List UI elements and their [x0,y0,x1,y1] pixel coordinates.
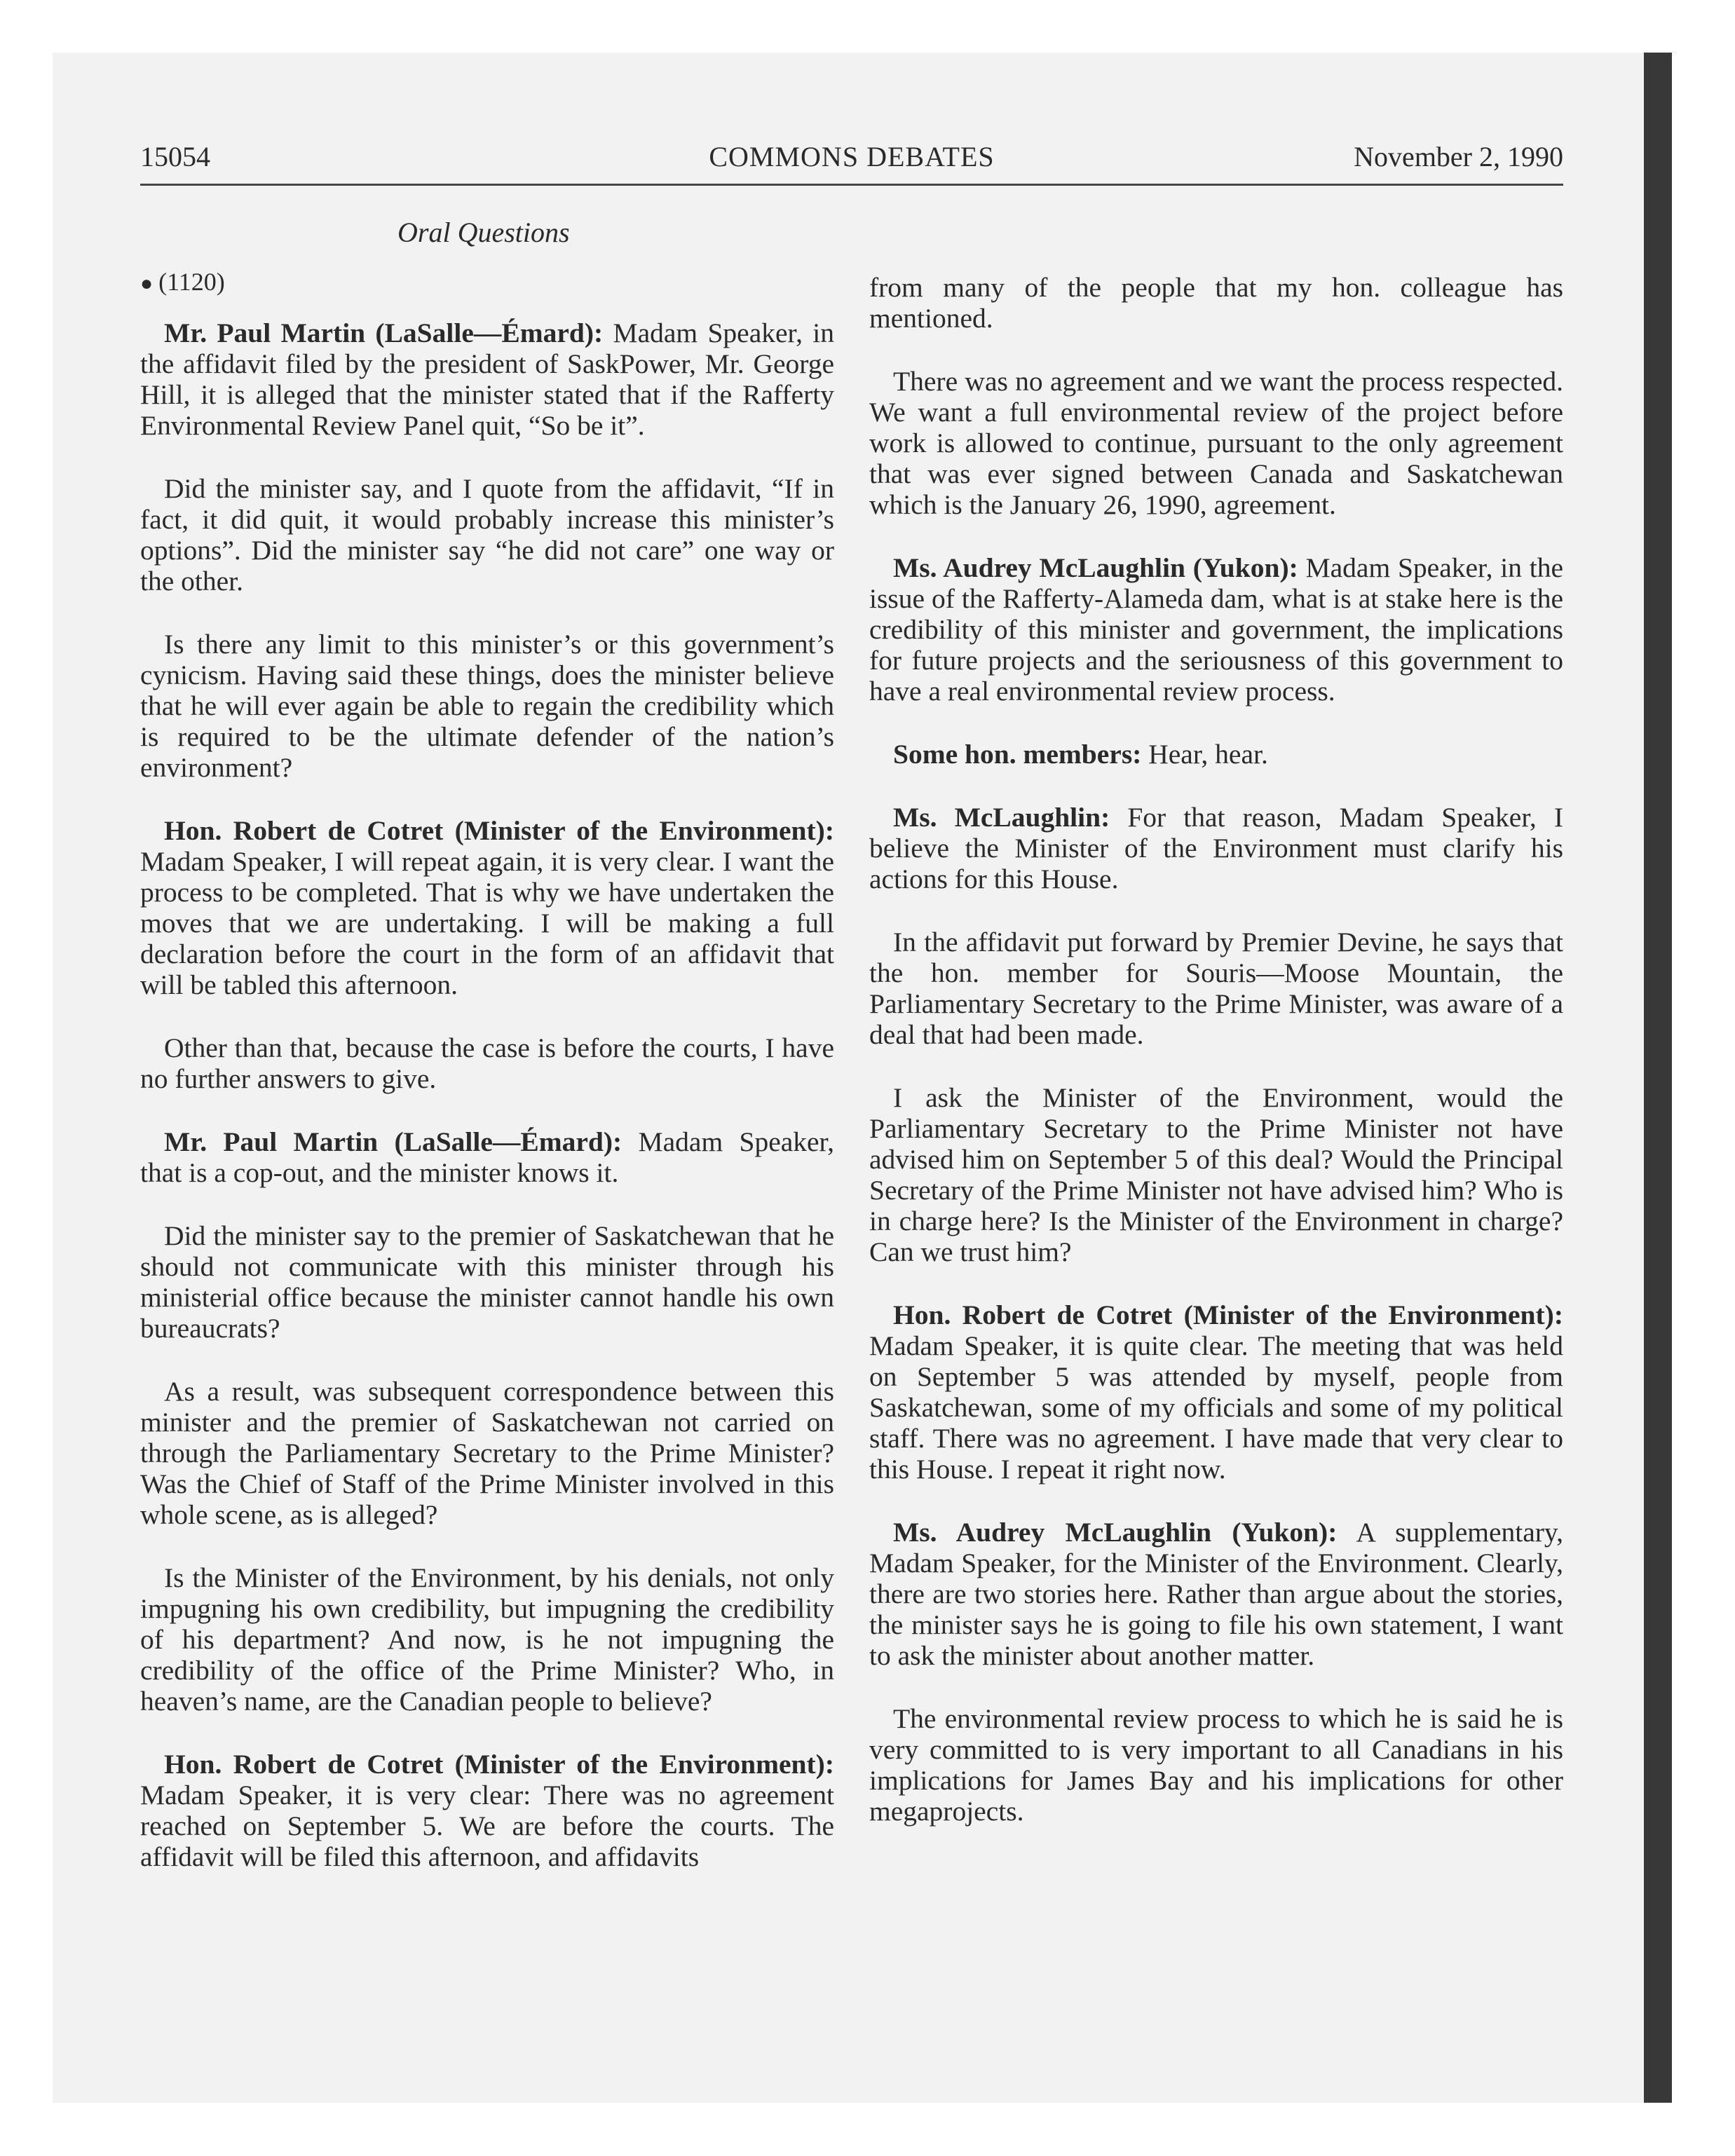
header-rule [140,184,1563,186]
section-title: Oral Questions [397,217,570,248]
paragraph [140,1376,834,1530]
paragraph-text: Is the Minister of the Environment, by his denials, not only impugning his own credibility, but impugning the credibility of his department? And now, is he not impugning the credibility of the office of the Prime Minister? Who, in heaven’s name, are the Canadian people to believe? [140,1562,834,1717]
paragraph [869,366,1563,520]
paragraph-text: Madam Speaker, I will repeat again, it is very clear. I want the process to be completed. That is why we have undertaken the moves that we are undertaking. I will be making a full declaration before the court in the form of an affidavit that will be tabled this afternoon. [140,846,834,1000]
paragraph-text: Hear, hear. [1141,739,1268,770]
speaker-name: Mr. Paul Martin (LaSalle—Émard): [164,318,604,348]
paragraph [140,1749,834,1872]
paragraph-text: A supplementary, Madam Speaker, for the Minister of the Environment. Clearly, there are two stories here. Rather than argue about the stories, the minister says he is going to file his own statement, I want to ask the minister about another matter. [869,1517,1563,1671]
timestamp: ● (1120) [140,268,225,296]
paragraph-text: Other than that, because the case is before the courts, I have no further answers to give. [140,1032,834,1094]
speaker-name: Some hon. members: [893,739,1142,770]
bullet-icon: ● [140,272,154,295]
paragraph-text: from many of the people that my hon. colleague has mentioned. [869,272,1563,334]
paragraph [869,1703,1563,1827]
publication-date: November 2, 1990 [1354,141,1563,172]
paragraph-text: As a result, was subsequent correspondence between this minister and the premier of Saskatchewan not carried on through the Parliamentary Secretary to the Prime Minister? Was the Chief of Staff of the Prime Minister involved in this whole scene, as is alleged? [140,1376,834,1530]
paragraph [869,739,1563,770]
paragraph [869,1082,1563,1267]
paragraph-text: The environmental review process to which he is said he is very committed to is very important to all Canadians in his implications for James Bay and his implications for other megaprojects. [869,1703,1563,1827]
paragraph-text: In the affidavit put forward by Premier Devine, he says that the hon. member for Souris—Moose Mountain, the Parliamentary Secretary to the Prime Minister, was aware of a deal that had been made. [869,927,1563,1050]
paragraph-text: There was no agreement and we want the process respected. We want a full environmental review of the project before work is allowed to continue, pursuant to the only agreement that was ever signed between Canada and Saskatchewan which is the January 26, 1990, agreement. [869,366,1563,520]
paragraph [869,272,1563,334]
paragraph [140,473,834,596]
paragraph-text: Madam Speaker, it is quite clear. The meeting that was held on September 5 was attended by myself, people from Saskatchewan, some of my officials and some of my political staff. There was no agreement. I have made that very clear to this House. I repeat it right now. [869,1330,1563,1485]
paragraph [140,1220,834,1344]
paragraph-text: Madam Speaker, that is a cop-out, and the minister knows it. [140,1126,834,1188]
speaker-name: Ms. Audrey McLaughlin (Yukon): [893,1517,1338,1548]
paragraph [140,1562,834,1717]
paragraph-text: Did the minister say to the premier of Saskatchewan that he should not communicate with this minister through his ministerial office because the minister cannot handle his own bureaucrats? [140,1220,834,1344]
paragraph [869,802,1563,894]
paragraph [869,1517,1563,1671]
paragraph [140,1032,834,1094]
paragraph [140,815,834,1000]
paragraph [140,318,834,441]
paragraph-text: For that reason, Madam Speaker, I believe the Minister of the Environment must clarify his actions for this House. [869,802,1563,894]
paragraph [869,1299,1563,1485]
paragraph-text: Did the minister say, and I quote from the affidavit, “If in fact, it did quit, it would probably increase this minister’s options”. Did the minister say “he did not care” one way or the other. [140,473,834,596]
paragraph-text: I ask the Minister of the Environment, would the Parliamentary Secretary to the Prime Minister not have advised him on September 5 of this deal? Would the Principal Secretary of the Prime Minister not have advised him? Who is in charge here? Is the Minister of the Environment in charge? Can we trust him? [869,1082,1563,1267]
paragraph [869,927,1563,1050]
paragraph [140,1126,834,1188]
paragraph-text: Madam Speaker, in the affidavit filed by the president of SaskPower, Mr. George Hill, it is alleged that the minister stated that if the Rafferty Environmental Review Panel quit, “So be it”. [140,318,834,441]
paragraph-text: Madam Speaker, it is very clear: There was no agreement reached on September 5. We are before the courts. The affidavit will be filed this afternoon, and affidavits [140,1780,834,1872]
page-header [140,140,1563,182]
page-number: 15054 [140,141,210,172]
speaker-name: Hon. Robert de Cotret (Minister of the Environment): [164,815,834,846]
speaker-name: Hon. Robert de Cotret (Minister of the Environment): [164,1749,834,1780]
speaker-name: Hon. Robert de Cotret (Minister of the Environment): [893,1299,1563,1330]
speaker-name: Ms. McLaughlin: [893,802,1110,833]
right-column [869,272,1563,1859]
paragraph-text: Is there any limit to this minister’s or this government’s cynicism. Having said these things, does the minister believe that he will ever again be able to regain the credibility which is required to be the ultimate defender of the nation’s environment? [140,629,834,783]
scan-edge-shadow [1644,53,1672,2103]
publication-title: COMMONS DEBATES [709,141,995,172]
paragraph [869,552,1563,707]
speaker-name: Ms. Audrey McLaughlin (Yukon): [893,552,1298,583]
paragraph [140,629,834,783]
paragraph-text: Madam Speaker, in the issue of the Rafferty-Alameda dam, what is at stake here is the credibility of this minister and government, the implications for future projects and the seriousness of this government to have a real environmental review process. [869,552,1563,707]
left-column [140,266,834,1904]
speaker-name: Mr. Paul Martin (LaSalle—Émard): [164,1126,622,1157]
